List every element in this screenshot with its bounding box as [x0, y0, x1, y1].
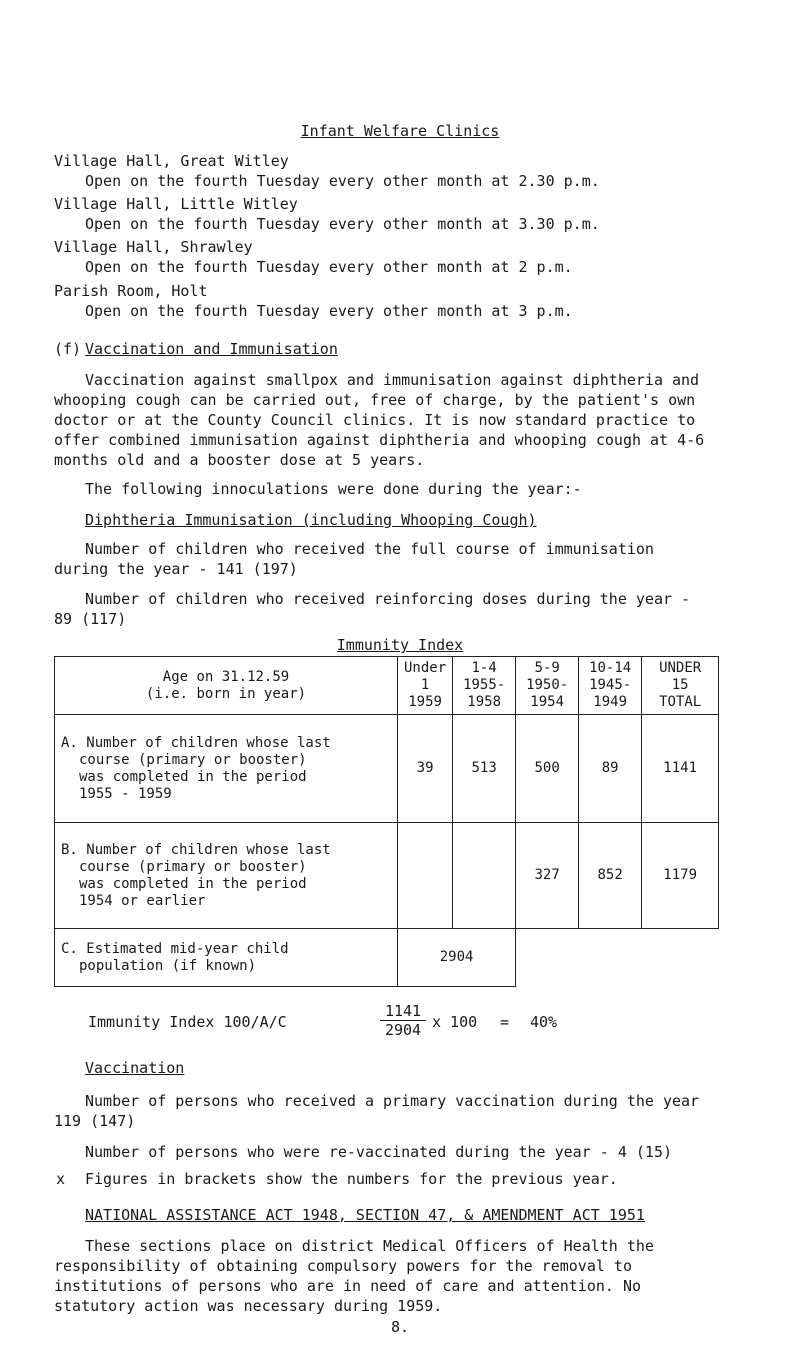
clinic-schedule: Open on the fourth Tuesday every other month at 2.30 p.m. — [85, 172, 600, 190]
age-header-line: (i.e. born in year) — [145, 685, 307, 702]
clinic-name: Village Hall, Little Witley — [54, 195, 298, 213]
row-label — [55, 929, 398, 987]
table-row — [55, 823, 719, 929]
row-label — [55, 715, 398, 823]
cell-value — [453, 823, 516, 929]
formula-times: x 100 — [432, 1013, 478, 1031]
paragraph-line: statutory action was necessary during 1959. — [54, 1297, 443, 1315]
table-header-row — [55, 657, 719, 715]
col-header-line: TOTAL — [659, 694, 702, 710]
row-label-line: course (primary or booster) — [79, 751, 307, 768]
cell-value: 2904 — [398, 929, 516, 987]
paragraph-line: institutions of persons who are in need of care and attention. No — [54, 1277, 641, 1295]
cell-value — [398, 823, 453, 929]
col-header-line: 1-4 — [471, 660, 497, 676]
col-header-total — [642, 657, 719, 715]
vaccination-revaccinated-line: Number of persons who were re-vaccinated during the year - 4 (15) — [85, 1143, 672, 1161]
formula-fraction — [380, 1002, 426, 1039]
age-header — [55, 657, 398, 715]
col-header-line: 1949 — [593, 694, 628, 710]
note-text: Figures in brackets show the numbers for the previous year. — [85, 1170, 618, 1188]
paragraph-line: responsibility of obtaining compulsory powers for the removal to — [54, 1257, 632, 1275]
col-header-line: 1945- — [589, 677, 632, 693]
row-label-line: course (primary or booster) — [79, 858, 307, 875]
col-header-line: 1955- — [463, 677, 506, 693]
cell-value: 852 — [579, 823, 642, 929]
clinic-schedule: Open on the fourth Tuesday every other month at 3.30 p.m. — [85, 215, 600, 233]
col-header-line: 5-9 — [534, 660, 560, 676]
page-number: 8. — [390, 1318, 410, 1336]
paragraph-line: whooping cough can be carried out, free of charge, by the patient's own — [54, 391, 696, 409]
row-label-line: was completed in the period — [79, 875, 307, 892]
vaccination-primary-line: Number of persons who received a primary vaccination during the year — [85, 1092, 700, 1110]
cell-value: 39 — [398, 715, 453, 823]
row-label-line: 1955 - 1959 — [79, 785, 172, 802]
note-mark: x — [56, 1170, 66, 1188]
col-header-5-9 — [516, 657, 579, 715]
immunity-index-heading: Immunity Index — [336, 636, 464, 654]
reinforcing-line: Number of children who received reinforcing doses during the year - — [85, 590, 691, 608]
numerator: 1141 — [380, 1002, 426, 1021]
section-heading: Vaccination and Immunisation — [85, 340, 338, 358]
col-header-line: Under — [404, 660, 447, 676]
col-header-under-1 — [398, 657, 453, 715]
section-label: (f) — [54, 340, 82, 358]
clinic-name: Village Hall, Great Witley — [54, 152, 289, 170]
full-course-line: Number of children who received the full course of immunisation — [85, 540, 654, 558]
col-header-line: 1 — [420, 677, 430, 693]
col-header-1-4 — [453, 657, 516, 715]
clinic-schedule: Open on the fourth Tuesday every other month at 3 p.m. — [85, 302, 573, 320]
denominator: 2904 — [384, 1021, 422, 1039]
vaccination-primary-line: 119 (147) — [54, 1112, 136, 1130]
table-row — [55, 715, 719, 823]
national-assistance-heading: NATIONAL ASSISTANCE ACT 1948, SECTION 47, & AMENDMENT ACT 1951 — [85, 1206, 645, 1224]
reinforcing-line: 89 (117) — [54, 610, 127, 628]
col-header-line: 1959 — [408, 694, 442, 710]
row-label-line: was completed in the period — [79, 768, 307, 785]
row-label — [55, 823, 398, 929]
immunity-index-table — [54, 656, 719, 987]
table-row — [55, 929, 719, 987]
empty-cell — [516, 929, 719, 987]
paragraph-line: Vaccination against smallpox and immunisation against diphtheria and — [85, 371, 700, 389]
formula-equals: = — [500, 1013, 510, 1031]
vaccination-heading: Vaccination — [85, 1059, 185, 1077]
clinic-name: Parish Room, Holt — [54, 282, 208, 300]
cell-value: 500 — [516, 715, 579, 823]
row-label-line: 1954 or earlier — [79, 892, 206, 909]
cell-value: 513 — [453, 715, 516, 823]
paragraph-line: months old and a booster dose at 5 years. — [54, 451, 425, 469]
row-label-line: population (if known) — [79, 957, 257, 974]
row-label-line: A. Number of children whose last — [61, 734, 331, 751]
page-title: Infant Welfare Clinics — [300, 122, 500, 140]
formula-label: Immunity Index 100/A/C — [88, 1013, 287, 1031]
col-header-line: 1958 — [467, 694, 502, 710]
formula-result: 40% — [530, 1013, 558, 1031]
cell-value: 327 — [516, 823, 579, 929]
col-header-line: 10-14 — [589, 660, 632, 676]
row-label-line: B. Number of children whose last — [61, 841, 331, 858]
full-course-line: during the year - 141 (197) — [54, 560, 298, 578]
row-label-line: C. Estimated mid-year child — [61, 940, 289, 957]
intro-line: The following innoculations were done during the year:- — [85, 480, 582, 498]
cell-value: 1179 — [642, 823, 719, 929]
col-header-line: 1950- — [526, 677, 569, 693]
col-header-line: 1954 — [530, 694, 565, 710]
clinic-name: Village Hall, Shrawley — [54, 238, 253, 256]
cell-value: 89 — [579, 715, 642, 823]
age-header-line: Age on 31.12.59 — [162, 668, 290, 685]
clinic-schedule: Open on the fourth Tuesday every other month at 2 p.m. — [85, 258, 573, 276]
paragraph-line: offer combined immunisation against diphtheria and whooping cough at 4-6 — [54, 431, 705, 449]
paragraph-line: These sections place on district Medical Officers of Health the — [85, 1237, 654, 1255]
cell-value: 1141 — [642, 715, 719, 823]
col-header-line: UNDER 15 — [659, 660, 702, 693]
subheading: Diphtheria Immunisation (including Whooping Cough) — [85, 511, 537, 529]
col-header-10-14 — [579, 657, 642, 715]
paragraph-line: doctor or at the County Council clinics. It is now standard practice to — [54, 411, 696, 429]
